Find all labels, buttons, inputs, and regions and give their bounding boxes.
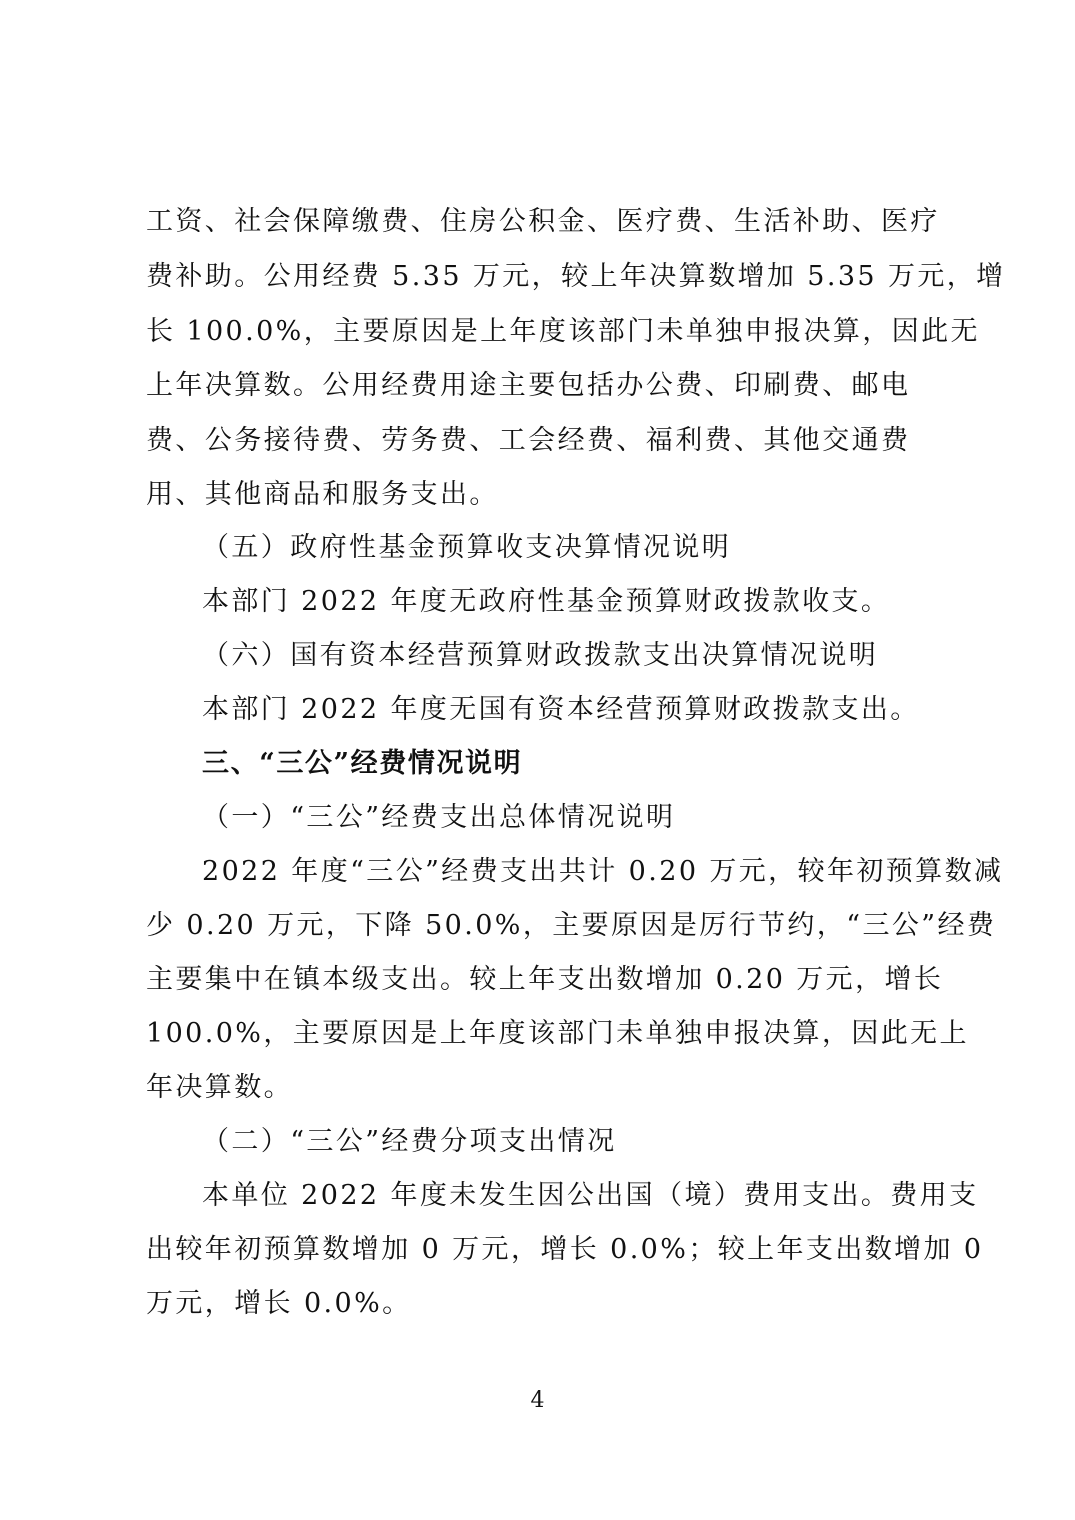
- paragraph-line: 工资、社会保障缴费、住房公积金、医疗费、生活补助、医疗: [146, 206, 940, 237]
- paragraph-line: 用、其他商品和服务支出。: [146, 479, 499, 510]
- page-number: 4: [530, 1388, 545, 1413]
- section-heading: （六）国有资本经营预算财政拨款支出决算情况说明: [202, 640, 879, 671]
- paragraph-line: 出较年初预算数增加 0 万元，增长 0.0%；较上年支出数增加 0: [146, 1234, 984, 1265]
- paragraph-line: 100.0%，主要原因是上年度该部门未单独申报决算，因此无上: [146, 1018, 969, 1049]
- paragraph-line: 2022 年度“三公”经费支出共计 0.20 万元，较年初预算数减: [202, 856, 1004, 887]
- section-body: 本部门 2022 年度无国有资本经营预算财政拨款支出。: [202, 694, 920, 725]
- paragraph-line: 本单位 2022 年度未发生因公出国（境）费用支出。费用支: [202, 1180, 979, 1211]
- paragraph-line: 长 100.0%，主要原因是上年度该部门未单独申报决算，因此无: [146, 316, 980, 347]
- paragraph-line: 上年决算数。公用经费用途主要包括办公费、印刷费、邮电: [146, 370, 911, 401]
- subsection-heading: （一）“三公”经费支出总体情况说明: [202, 802, 676, 833]
- paragraph-line: 万元，增长 0.0%。: [146, 1288, 412, 1319]
- section-body: 本部门 2022 年度无政府性基金预算财政拨款收支。: [202, 586, 891, 617]
- paragraph-line: 费、公务接待费、劳务费、工会经费、福利费、其他交通费: [146, 425, 911, 456]
- part-heading: 三、“三公”经费情况说明: [202, 748, 523, 779]
- paragraph-line: 费补助。公用经费 5.35 万元，较上年决算数增加 5.35 万元，增: [146, 261, 1006, 292]
- section-heading: （五）政府性基金预算收支决算情况说明: [202, 532, 732, 563]
- paragraph-line: 少 0.20 万元，下降 50.0%，主要原因是厉行节约，“三公”经费: [146, 910, 997, 941]
- subsection-heading: （二）“三公”经费分项支出情况: [202, 1126, 617, 1157]
- paragraph-line: 主要集中在镇本级支出。较上年支出数增加 0.20 万元，增长: [146, 964, 944, 995]
- paragraph-line: 年决算数。: [146, 1072, 293, 1103]
